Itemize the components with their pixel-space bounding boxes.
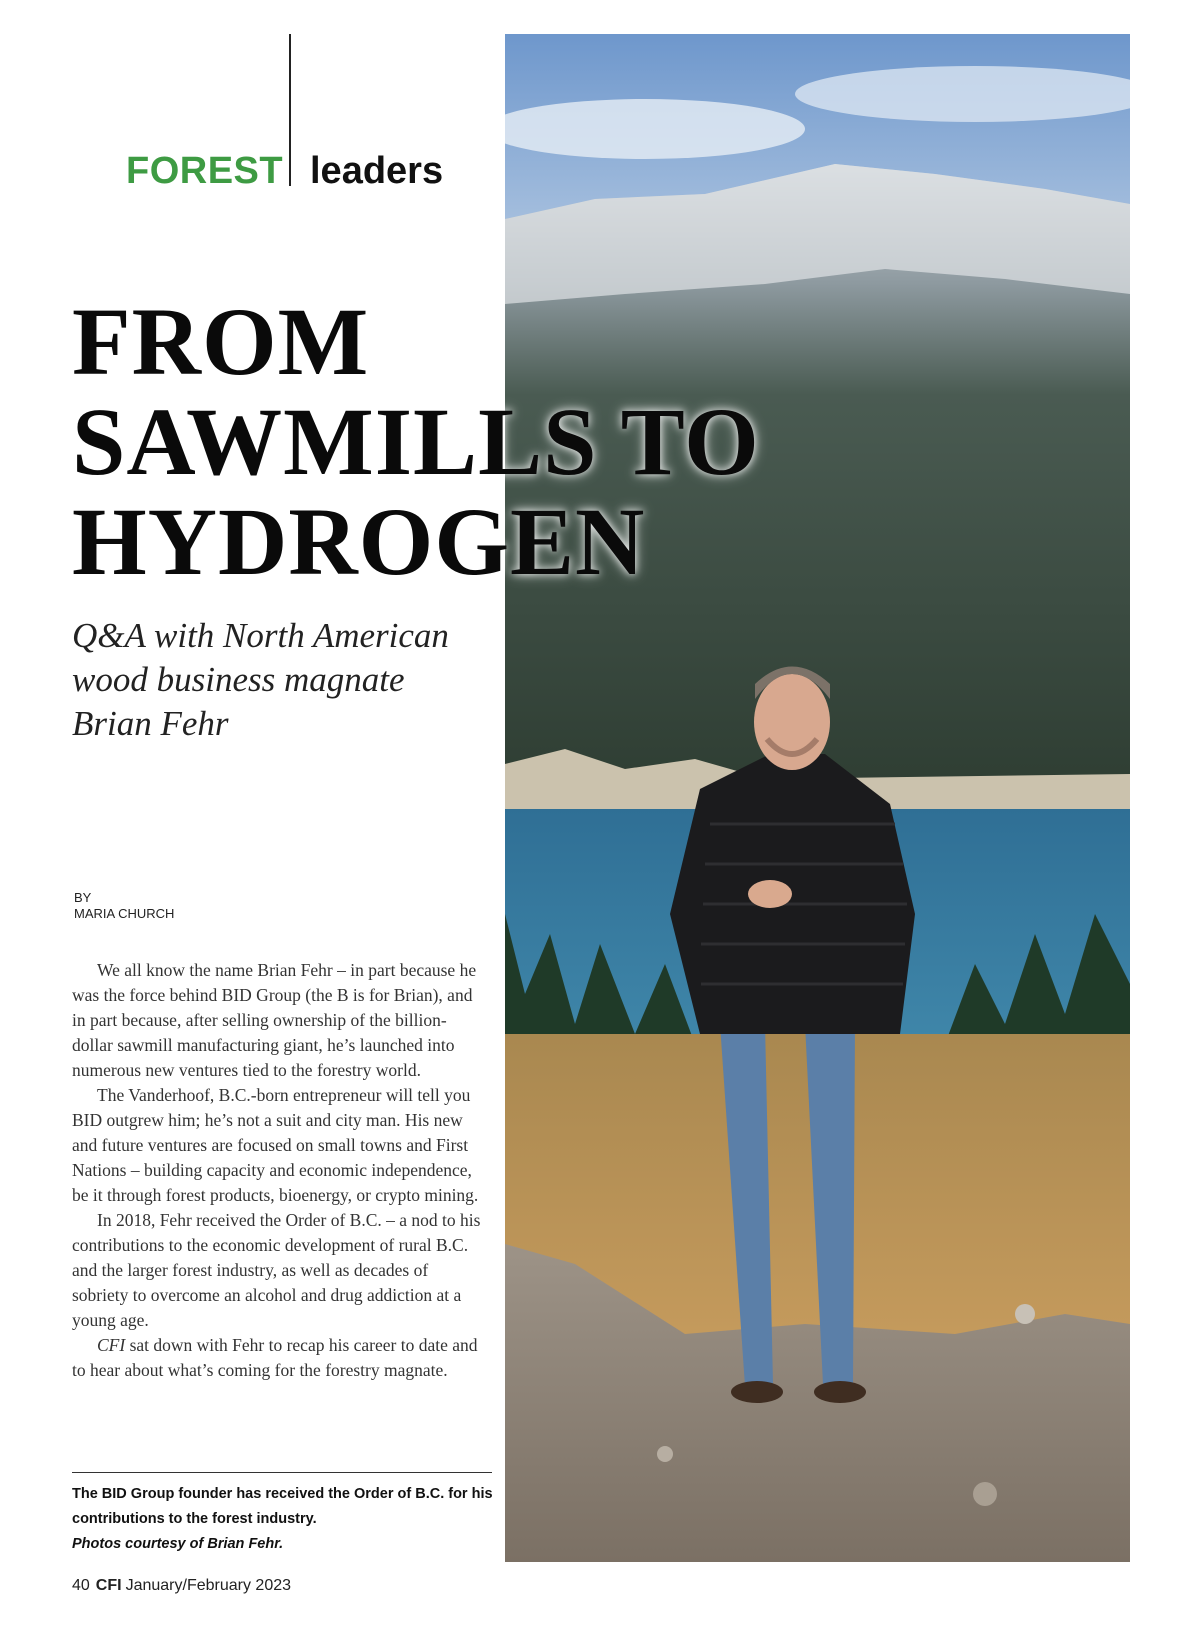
- stone: [657, 1446, 673, 1462]
- section-header-divider: [289, 34, 291, 186]
- publication-name: CFI: [97, 1335, 126, 1355]
- photo-credit: Photos courtesy of Brian Fehr.: [72, 1536, 284, 1552]
- body-paragraph: The Vanderhoof, B.C.-born entrepreneur will tell you BID outgrew him; he’s not a suit and city man. His new and future ventures are focused on small towns and First Nations – building capacity and economic independence, be it through forest products, bioenergy, or crypto mining.: [72, 1085, 479, 1205]
- photo-caption: [72, 1482, 497, 1557]
- folio: [72, 1577, 291, 1595]
- publication-logo: CFI: [95, 1577, 122, 1594]
- page-number: 40: [72, 1577, 90, 1594]
- body-paragraph: [72, 1333, 482, 1383]
- body-paragraph-text: sat down with Fehr to recap his career to date and to hear about what’s coming for the forestry magnate.: [72, 1335, 478, 1380]
- stone: [1015, 1304, 1035, 1324]
- section-kicker-forest: FOREST: [126, 150, 284, 192]
- caption-divider: [72, 1472, 492, 1473]
- issue-date: January/February 2023: [125, 1577, 292, 1594]
- hero-photo: [505, 34, 1130, 1562]
- article-dek: Q&A with North American wood business magnate Brian Fehr: [72, 616, 449, 743]
- byline: [74, 890, 174, 922]
- byline-by: BY: [74, 890, 92, 905]
- section-kicker-leaders: leaders: [310, 150, 444, 192]
- article-body: [72, 958, 482, 1383]
- photo-illustration: [505, 34, 1130, 1562]
- body-paragraph: In 2018, Fehr received the Order of B.C. – a nod to his contributions to the economic development of rural B.C. and the larger forest industry, as well as decades of sobriety to overcome an alcohol and drug addiction at a young age.: [72, 1210, 481, 1330]
- headline-line-2: SAWMILLS TO: [72, 388, 760, 495]
- body-paragraph: We all know the name Brian Fehr – in part because he was the force behind BID Group (the B is for Brian), and in part because, after selling ownership of the billion-dollar sawmill manufacturing giant, he’s launched into numerous new ventures tied to the forestry world.: [72, 960, 477, 1080]
- headline-line-3: HYDROGEN: [72, 488, 646, 595]
- byline-author: MARIA CHURCH: [74, 906, 175, 921]
- headline-line-1: FROM: [72, 288, 370, 395]
- article-headline: [72, 288, 760, 595]
- caption-text: The BID Group founder has received the Order of B.C. for his contributions to the forest industry.: [72, 1486, 493, 1527]
- stone: [973, 1482, 997, 1506]
